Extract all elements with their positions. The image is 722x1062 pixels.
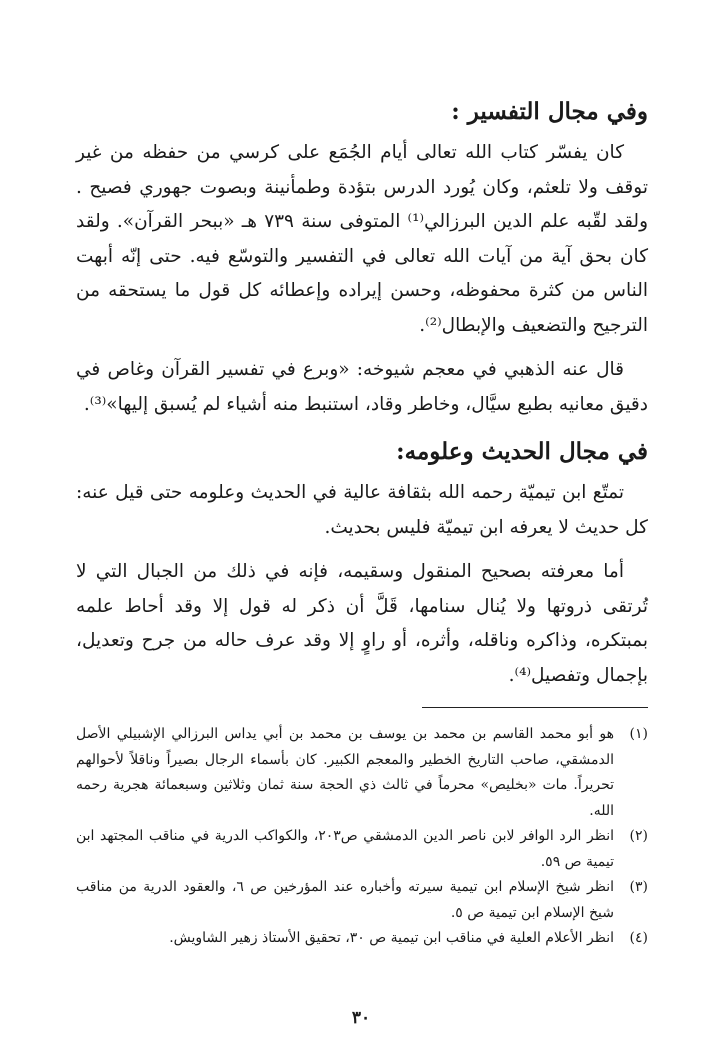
footnotes — [76, 722, 648, 952]
section-heading-tafsir: وفي مجال التفسير : — [451, 98, 648, 125]
section-heading-hadith: في مجال الحديث وعلومه: — [396, 438, 648, 465]
footnote-text: انظر الأعلام العلية في مناقب ابن تيمية ص ٣٠، تحقيق الأستاذ زهير الشاويش. — [169, 930, 614, 946]
page-number: ٣٠ — [351, 1008, 371, 1028]
paragraph-hadith-2: أما معرفته بصحيح المنقول وسقيمه، فإنه في ذلك من الجبال التي لا تُرتقى ذروتها ولا يُنال سنامها، قَلَّ أن ذكر له قول إلا وقد أحاط علمه بمبتكره، وذاكره وناقله، وأثره، أو راوٍ إلا وقد عرف حاله من جرح وتعديل، بإجمال وتفصيل⁽⁴⁾. — [76, 561, 648, 686]
footnote-number: (٣) — [629, 879, 648, 895]
footnote-item — [76, 926, 648, 952]
paragraph-tafsir-2: قال عنه الذهبي في معجم شيوخه: «وبرع في تفسير القرآن وغاص في دقيق معانيه بطبع سيَّال، وخاطر وقاد، استنبط منه أشياء لم يُسبق إليها»⁽³⁾. — [76, 359, 648, 415]
footnote-text: هو أبو محمد القاسم بن محمد بن يوسف بن محمد بن أبي يداس البرزالي الإشبيلي الأصل الدمشقي، صاحب التاريخ الخطير والمعجم الكبير. كان بأسماء الرجال بصيراً وناقلاً لأحوالهم تحريراً. مات «بخليص» محرماً في ثالث ذي الحجة سنة ثمان وثلاثين وسبعمائة هجرية رحمه الله. — [76, 726, 614, 819]
footnote-divider — [422, 707, 648, 708]
paragraph-hadith-1: تمتّع ابن تيميّة رحمه الله بثقافة عالية في الحديث وعلومه حتى قيل عنه: كل حديث لا يعرفه ابن تيميّة فليس بحديث. — [76, 482, 648, 538]
footnote-text: انظر الرد الوافر لابن ناصر الدين الدمشقي ص٢٠٣، والكواكب الدرية في مناقب المجتهد ابن تيمية ص ٥٩. — [76, 828, 614, 870]
footnote-item — [76, 824, 648, 875]
footnote-number: (٤) — [629, 930, 648, 946]
footnote-item — [76, 875, 648, 926]
paragraph-tafsir-1: كان يفسّر كتاب الله تعالى أيام الجُمَع على كرسي من حفظه من غير توقف ولا تلعثم، وكان يُورد الدرس بتؤدة وطمأنينة وبصوت جهوري فصيح . ولقد لقّبه علم الدين البرزالي⁽¹⁾ المتوفى سنة ٧٣٩ هـ «ببحر القرآن». ولقد كان بحق آية من آيات الله تعالى في التفسير والتوسّع فيه. حتى إنّه أبهت الناس من كثرة محفوظه، وحسن إيراده وإعطائه كل قول ما يستحقه من الترجيح والتضعيف والإبطال⁽²⁾. — [76, 142, 649, 336]
footnote-number: (٢) — [629, 828, 648, 844]
footnote-number: (١) — [629, 726, 648, 742]
footnote-item — [76, 722, 648, 824]
footnote-text: انظر شيخ الإسلام ابن تيمية سيرته وأخباره عند المؤرخين ص ٦، والعقود الدرية من مناقب شيخ الإسلام ابن تيمية ص ٥. — [76, 879, 615, 921]
